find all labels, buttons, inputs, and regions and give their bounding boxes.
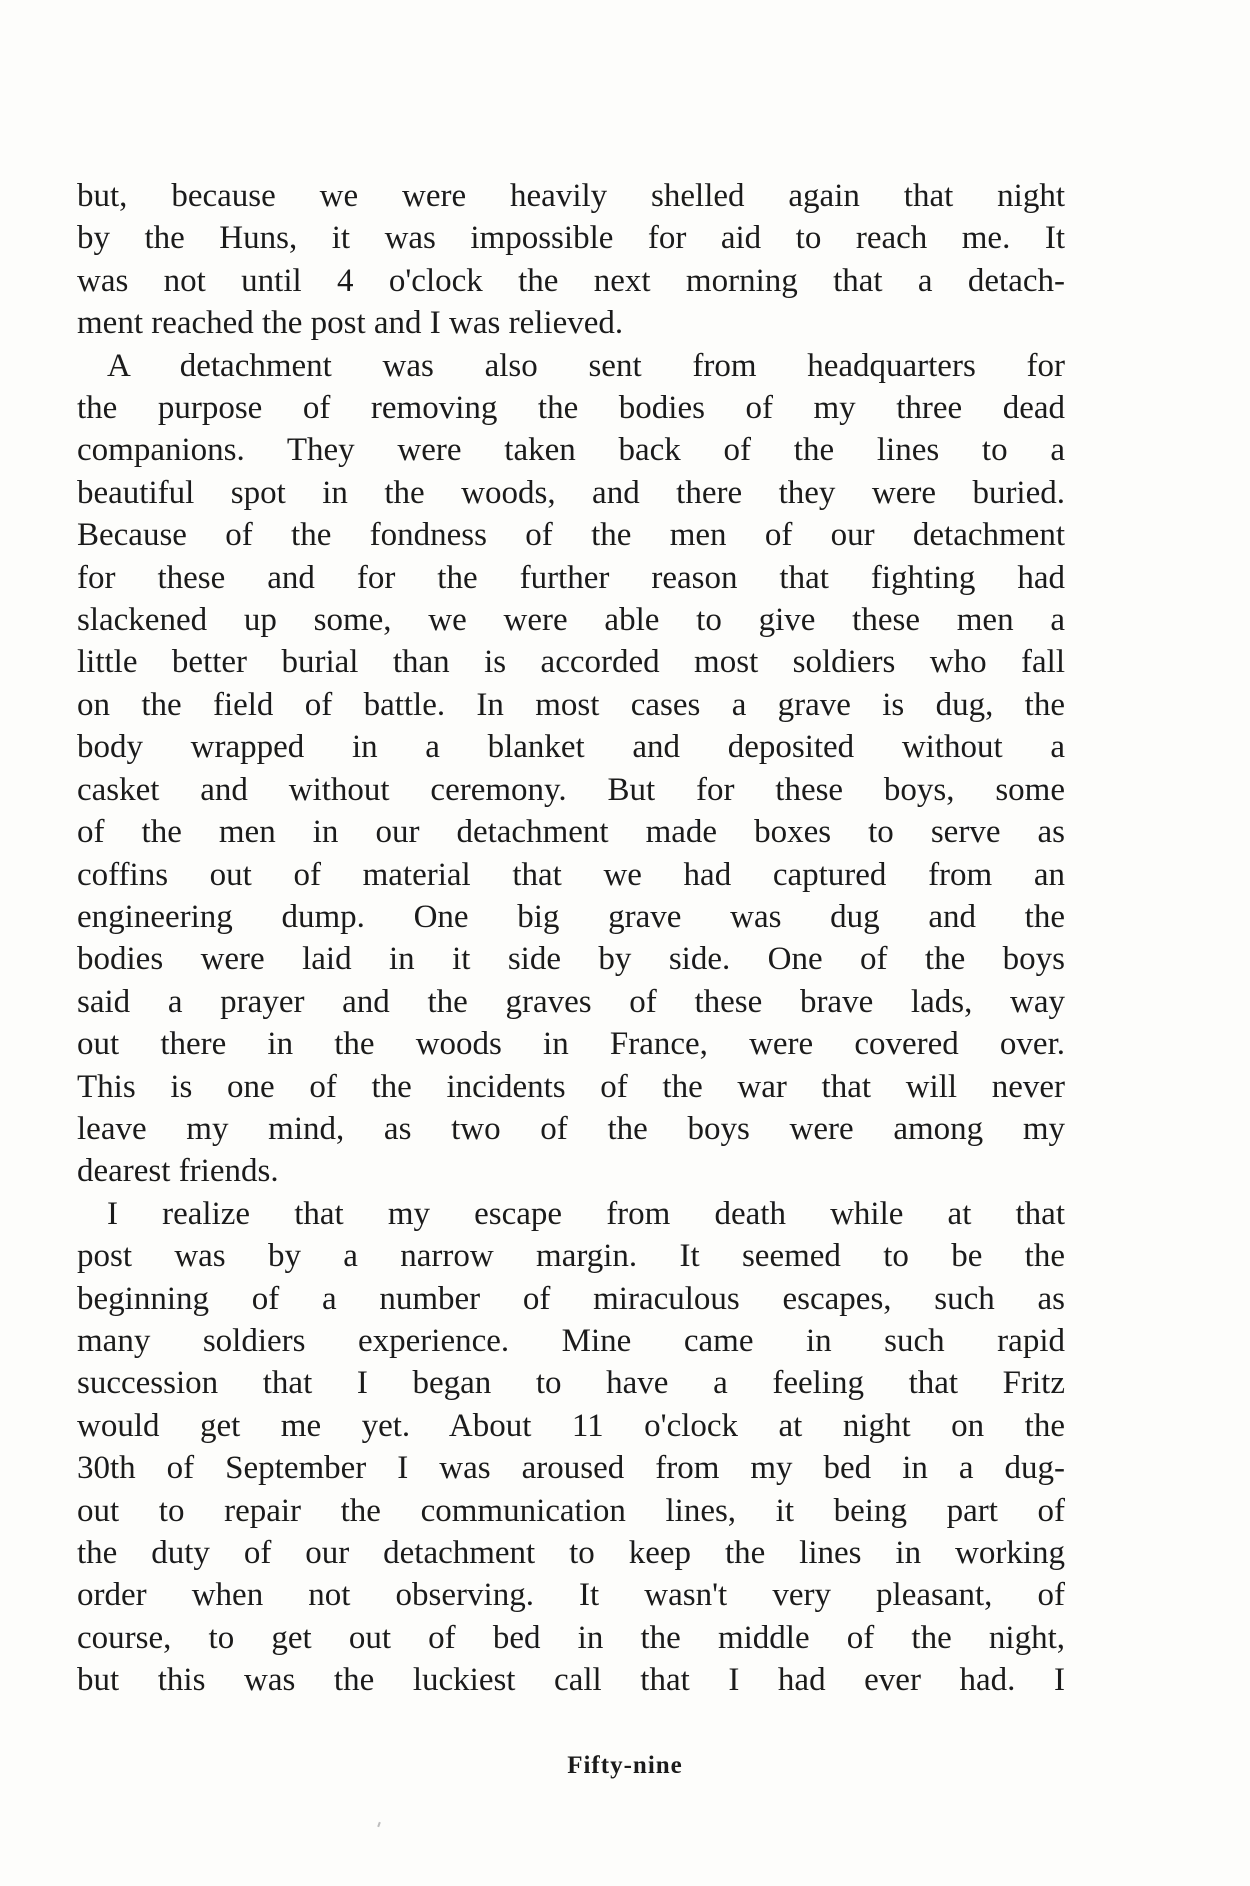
paragraph (77, 175, 1065, 345)
text-line: 30th of September I was aroused from my bed in a dug- (77, 1450, 1065, 1487)
text-line: course, to get out of bed in the middle of the night, (77, 1619, 1065, 1656)
text-line: on the field of battle. In most cases a grave is dug, the (77, 686, 1065, 723)
text-line: but, because we were heavily shelled again that night (77, 178, 1065, 214)
text-line: slackened up some, we were able to give these men a (77, 602, 1065, 639)
body-text (77, 175, 1065, 1702)
text-line: bodies were laid in it side by side. One of the boys (77, 941, 1065, 978)
text-line: order when not observing. It wasn't very pleasant, of (77, 1577, 1065, 1614)
text-line: casket and without ceremony. But for these boys, some (77, 771, 1065, 808)
text-line: engineering dump. One big grave was dug and the (77, 898, 1065, 935)
text-line: out to repair the communication lines, it being part of (77, 1492, 1065, 1529)
text-line: was not until 4 o'clock the next morning that a detach- (77, 262, 1065, 299)
text-line: the duty of our detachment to keep the lines in working (77, 1535, 1065, 1571)
paragraph (77, 345, 1065, 1193)
page-number: Fifty-nine (567, 1752, 683, 1779)
text-line: but this was the luckiest call that I had ever had. I (77, 1662, 1065, 1699)
text-line: dearest friends. (77, 1153, 279, 1190)
text-line: beginning of a number of miraculous escapes, such as (77, 1280, 1065, 1317)
text-line: little better burial than is accorded most soldiers who fall (77, 644, 1065, 681)
paper-speck (377, 1822, 381, 1827)
text-line: body wrapped in a blanket and deposited without a (77, 729, 1065, 766)
text-line: out there in the woods in France, were covered over. (77, 1026, 1065, 1063)
paragraph (77, 1193, 1065, 1702)
text-line: coffins out of material that we had captured from an (77, 856, 1065, 893)
text-line: of the men in our detachment made boxes to serve as (77, 814, 1065, 851)
text-line: I realize that my escape from death while at that (107, 1195, 1065, 1232)
text-line: succession that I began to have a feeling that Fritz (77, 1365, 1065, 1402)
text-line: companions. They were taken back of the lines to a (77, 432, 1065, 469)
text-line: Because of the fondness of the men of our detachment (77, 517, 1065, 554)
text-line: beautiful spot in the woods, and there they were buried. (77, 474, 1065, 511)
text-line: many soldiers experience. Mine came in such rapid (77, 1322, 1065, 1359)
text-line: by the Huns, it was impossible for aid to reach me. It (77, 220, 1065, 257)
text-line: ment reached the post and I was relieved. (77, 305, 624, 342)
text-line: This is one of the incidents of the war that will never (77, 1068, 1065, 1105)
text-line: the purpose of removing the bodies of my three dead (77, 390, 1065, 427)
text-line: leave my mind, as two of the boys were among my (77, 1110, 1065, 1147)
text-line: for these and for the further reason that fighting had (77, 559, 1065, 596)
text-line: would get me yet. About 11 o'clock at night on the (77, 1407, 1065, 1444)
text-line: A detachment was also sent from headquarters for (107, 347, 1065, 384)
text-line: said a prayer and the graves of these brave lads, way (77, 983, 1065, 1020)
text-line: post was by a narrow margin. It seemed to be the (77, 1238, 1065, 1275)
